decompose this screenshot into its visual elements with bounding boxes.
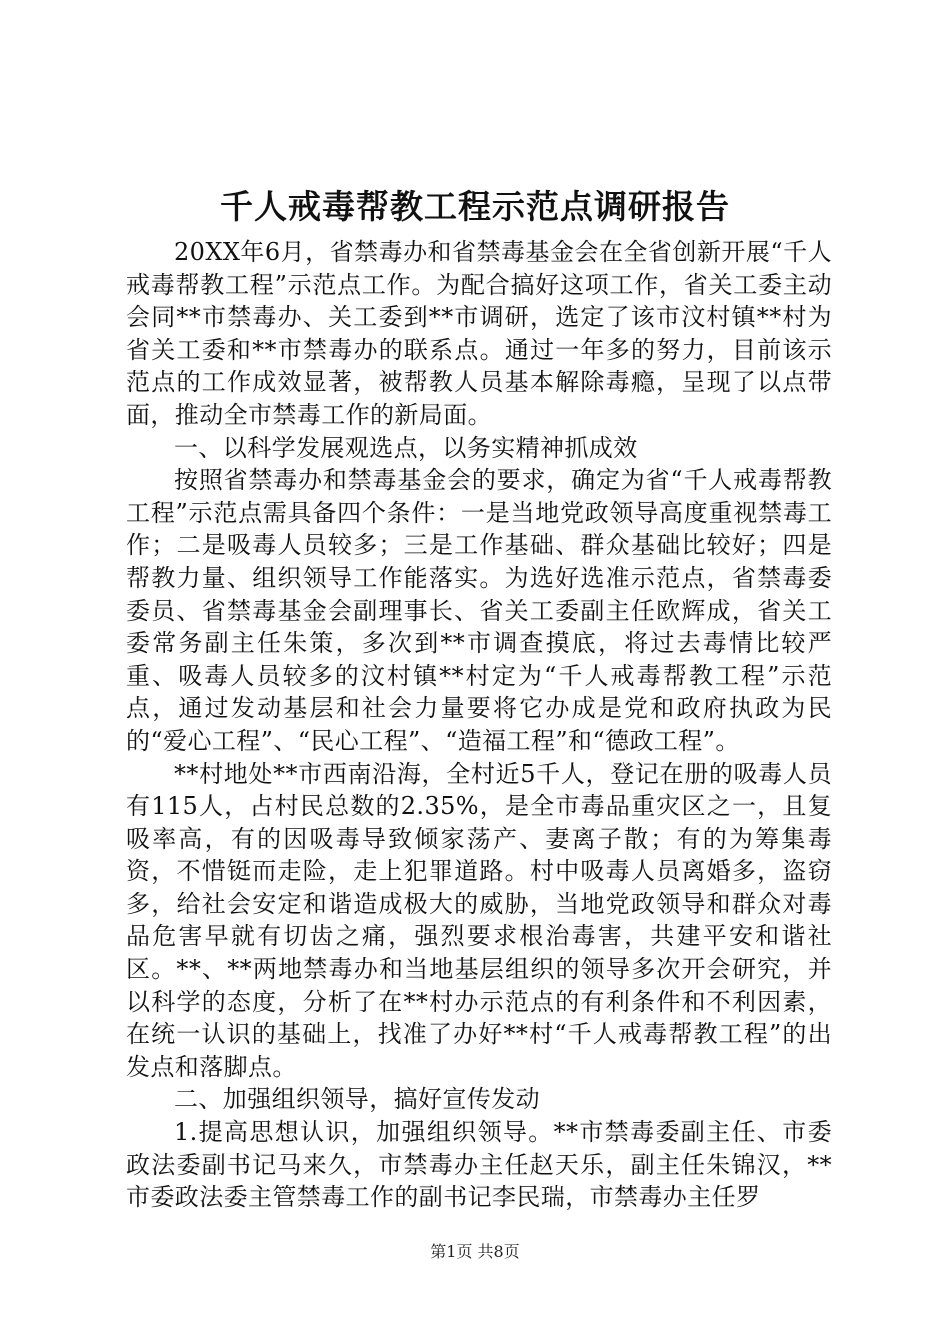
section-heading-2: 二、加强组织领导，搞好宣传发动 [174,1085,540,1114]
document-title: 千人戒毒帮教工程示范点调研报告 [220,187,730,226]
paragraph-intro: 20XX年6月，省禁毒办和省禁毒基金会在全省创新开展“千人戒毒帮教工程”示范点工作。为配合搞好这项工作，省关工委主动会同**市禁毒办、关工委到**市调研，选定了该市汶村镇**村为省关工委和**市禁毒办的联系点。通过一年多的努力，目前该示范点的工作成效显著，被帮教人员基本解除毒瘾，呈现了以点带面，推动全市禁毒工作的新局面。 [126,238,832,429]
paragraph-conditions: 按照省禁毒办和禁毒基金会的要求，确定为省“千人戒毒帮教工程”示范点需具备四个条件：一是当地党政领导高度重视禁毒工作；二是吸毒人员较多；三是工作基础、群众基础比较好；四是帮教力量、组织领导工作能落实。为选好选准示范点，省禁毒委委员、省禁毒基金会副理事长、省关工委副主任欧辉成，省关工委常务副主任朱策，多次到**市调查摸底，将过去毒情比较严重、吸毒人员较多的汶村镇**村定为“千人戒毒帮教工程”示范点，通过发动基层和社会力量要将它办成是党和政府执政为民的“爱心工程”、“民心工程”、“造福工程”和“德政工程”。 [126,466,832,755]
paragraph-leadership: 1.提高思想认识，加强组织领导。**市禁毒委副主任、市委政法委副书记马来久，市禁毒办主任赵天乐，副主任朱锦汉，**市委政法委主管禁毒工作的副书记李民瑞，市禁毒办主任罗 [126,1118,832,1212]
document-body [126,236,832,1214]
page-number-footer: 第1页 共8页 [430,1242,520,1261]
paragraph-village: **村地处**市西南沿海，全村近5千人，登记在册的吸毒人员有115人，占村民总数的2.35%，是全市毒品重灾区之一，且复吸率高，有的因吸毒导致倾家荡产、妻离子散；有的为筹集毒资，不惜铤而走险，走上犯罪道路。村中吸毒人员离婚多，盗窃多，给社会安定和谐造成极大的威胁，当地党政领导和群众对毒品危害早就有切齿之痛，强烈要求根治毒害，共建平安和谐社区。**、**两地禁毒办和当地基层组织的领导多次开会研究，并以科学的态度，分析了在**村办示范点的有利条件和不利因素，在统一认识的基础上，找准了办好**村“千人戒毒帮教工程”的出发点和落脚点。 [126,759,832,1081]
section-heading-1: 一、以科学发展观选点，以务实精神抓成效 [174,433,638,462]
